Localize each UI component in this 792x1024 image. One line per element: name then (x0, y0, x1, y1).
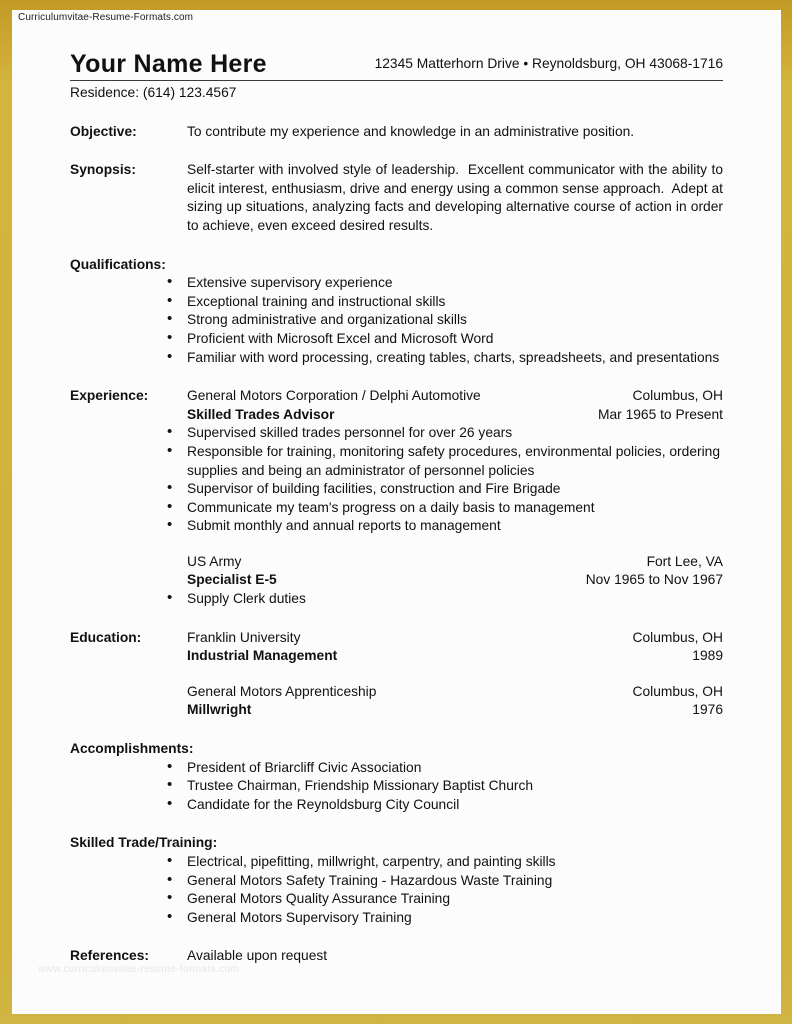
education-year: 1976 (692, 702, 723, 718)
references-text: Available upon request (187, 948, 328, 964)
education-school-line (187, 629, 723, 648)
references-label: References: (70, 948, 149, 964)
section-accomplishments (187, 759, 723, 815)
section-qualifications (187, 274, 723, 367)
job-duties-list (187, 424, 723, 536)
list-item: • General Motors Quality Assurance Training (187, 890, 723, 909)
qualifications-list (187, 274, 723, 367)
education-location: Columbus, OH (632, 629, 723, 645)
list-item: • Strong administrative and organizational skills (187, 311, 723, 330)
job-company: US Army (187, 553, 242, 569)
resume-page (12, 10, 781, 1014)
list-item: • Exceptional training and instructional skills (187, 293, 723, 312)
education-year: 1989 (692, 648, 723, 664)
education-school: General Motors Apprenticeship (187, 683, 377, 699)
skilled-trade-list (187, 853, 723, 927)
spacer (187, 536, 723, 553)
list-item: • President of Briarcliff Civic Association (187, 759, 723, 778)
job-title: Specialist E-5 (187, 572, 277, 588)
list-item: • Candidate for the Reynoldsburg City Council (187, 796, 723, 815)
list-item: • Proficient with Microsoft Excel and Microsoft Word (187, 330, 723, 349)
experience-label: Experience: (70, 388, 149, 404)
section-skilled-trade (187, 853, 723, 927)
list-item: • Trustee Chairman, Friendship Missionary Baptist Church (187, 777, 723, 796)
synopsis-label: Synopsis: (70, 162, 136, 178)
list-item: • Supply Clerk duties (187, 590, 723, 609)
list-item: • Submit monthly and annual reports to management (187, 517, 723, 536)
site-watermark-top: Curriculumvitae-Resume-Formats.com (18, 12, 194, 23)
list-item: • Communicate my team's progress on a daily basis to management (187, 499, 723, 518)
experience-job (187, 387, 723, 536)
accomplishments-list (187, 759, 723, 815)
education-program-line (187, 647, 723, 666)
education-school-line (187, 683, 723, 702)
list-item: • Electrical, pipefitting, millwright, carpentry, and painting skills (187, 853, 723, 872)
site-watermark-bottom: www.curriculumvitae-resume-formats.com (38, 964, 240, 976)
synopsis-text: Self-starter with involved style of leadership. Excellent communicator with the ability to elicit interest, enthusiasm, drive and energy using a common sense approach. Adept at sizing up situations, analyzing facts and developing alternative course of action in order to achieve, even exceed desired results. (187, 162, 727, 233)
job-location: Fort Lee, VA (646, 553, 723, 569)
skilled-trade-label: Skilled Trade/Training: (70, 835, 218, 851)
job-company-line (187, 553, 723, 572)
education-location: Columbus, OH (632, 683, 723, 699)
section-objective (70, 123, 723, 142)
job-location: Columbus, OH (632, 388, 723, 404)
objective-label: Objective: (70, 123, 137, 139)
candidate-name: Your Name Here (70, 50, 267, 78)
list-item: • General Motors Supervisory Training (187, 909, 723, 928)
section-education (70, 629, 723, 720)
job-duties-list (187, 590, 723, 609)
job-title-line (187, 571, 723, 590)
spacer (187, 666, 723, 683)
accomplishments-label: Accomplishments: (70, 741, 194, 757)
section-experience (70, 387, 723, 609)
education-program: Millwright (187, 702, 252, 718)
section-synopsis (70, 161, 727, 235)
list-item: • Supervised skilled trades personnel for over 26 years (187, 424, 723, 443)
list-item: • Supervisor of building facilities, construction and Fire Brigade (187, 480, 723, 499)
job-title: Skilled Trades Advisor (187, 406, 335, 422)
candidate-address: 12345 Matterhorn Drive • Reynoldsburg, OH 43068-1716 (374, 56, 723, 72)
education-program-line (187, 701, 723, 720)
list-item: • General Motors Safety Training - Hazardous Waste Training (187, 872, 723, 891)
resume-header (70, 50, 723, 78)
job-dates: Mar 1965 to Present (597, 406, 723, 422)
education-entry (187, 629, 723, 666)
job-company-line (187, 387, 723, 406)
objective-text: To contribute my experience and knowledge in an administrative position. (187, 123, 635, 139)
list-item: • Responsible for training, monitoring safety procedures, environmental policies, ordering supplies and being an administrator of personnel policies (187, 443, 723, 480)
education-program: Industrial Management (187, 648, 338, 664)
education-label: Education: (70, 629, 142, 645)
job-title-line (187, 406, 723, 425)
qualifications-label: Qualifications: (70, 256, 166, 272)
list-item: • Extensive supervisory experience (187, 274, 723, 293)
education-school: Franklin University (187, 629, 301, 645)
residence-phone: Residence: (614) 123.4567 (70, 85, 237, 100)
job-company: General Motors Corporation / Delphi Automotive (187, 388, 481, 404)
list-item: • Familiar with word processing, creating tables, charts, spreadsheets, and presentations (187, 349, 723, 368)
experience-job (187, 553, 723, 609)
header-divider (70, 80, 723, 81)
education-entry (187, 683, 723, 720)
job-dates: Nov 1965 to Nov 1967 (585, 572, 723, 588)
